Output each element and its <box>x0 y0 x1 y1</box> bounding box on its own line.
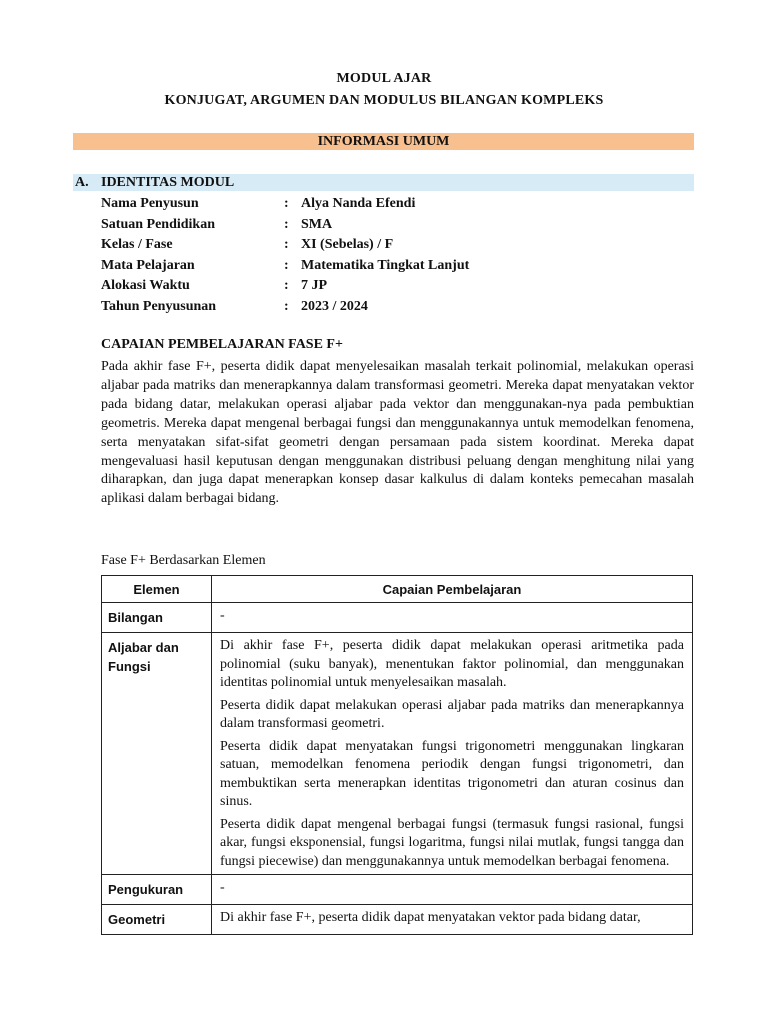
description-cell <box>212 875 693 905</box>
description-paragraph: - <box>220 880 225 895</box>
info-umum-header: INFORMASI UMUM <box>73 133 694 150</box>
description-cell <box>212 905 693 935</box>
identity-label: Satuan Pendidikan <box>101 216 215 232</box>
capaian-table <box>101 575 693 935</box>
capaian-paragraph: Pada akhir fase F+, peserta didik dapat menyelesaikan masalah terkait polinomial, melakukan operasi aljabar pada matriks dan menerapkannya dalam transformasi geometri. Mereka dapat menyatakan vektor pada bidang datar, melakukan operasi aljabar pada vektor dan menggunakan-nya pada pembuktian geometris. Mereka dapat mengenal berbagai fungsi dan menggunakannya untuk memodelkan fenomena, serta menyatakan sifat-sifat geometri dengan persamaan pada sistem koordinat. Mereka dapat mengevaluasi hasil keputusan dengan menggunakan distribusi peluang dengan menghitung nilai yang diharapkan, dan juga dapat menerapkan konsep dasar kalkulus di dalam konteks pemecahan masalah aplikasi dalam berbagai bidang. <box>101 359 694 507</box>
identity-value: SMA <box>301 216 333 232</box>
table-row <box>102 905 693 935</box>
element-cell: Aljabar dan Fungsi <box>102 633 212 875</box>
identity-row <box>101 256 701 277</box>
document-subtitle: KONJUGAT, ARGUMEN DAN MODULUS BILANGAN KOMPLEKS <box>164 93 604 108</box>
identity-colon: : <box>284 257 289 273</box>
identity-row <box>101 235 701 256</box>
identity-label: Nama Penyusun <box>101 196 199 211</box>
element-cell: Geometri <box>102 905 212 935</box>
identity-label: Alokasi Waktu <box>101 278 190 293</box>
section-title: IDENTITAS MODUL <box>101 175 235 190</box>
document-title: MODUL AJAR <box>336 71 432 86</box>
identity-label: Mata Pelajaran <box>101 257 195 273</box>
table-header-row <box>102 576 693 603</box>
identity-colon: : <box>284 216 289 232</box>
identity-colon: : <box>284 196 289 211</box>
column-header-capaian: Capaian Pembelajaran <box>212 576 693 603</box>
identity-label: Kelas / Fase <box>101 237 173 252</box>
identity-row <box>101 215 701 236</box>
identity-colon: : <box>284 278 289 293</box>
description-paragraph: Di akhir fase F+, peserta didik dapat melakukan operasi aritmetika pada polinomial (suku banyak), menentukan faktor polinomial, dan menggunakan identitas polinomial untuk menyelesaikan masalah. <box>220 638 684 690</box>
fase-label: Fase F+ Berdasarkan Elemen <box>101 553 266 568</box>
section-letter: A. <box>75 175 89 190</box>
identity-row <box>101 194 701 215</box>
description-paragraph: Di akhir fase F+, peserta didik dapat menyatakan vektor pada bidang datar, <box>220 910 641 925</box>
description-paragraph: - <box>220 608 225 623</box>
identity-value: Alya Nanda Efendi <box>301 196 416 211</box>
table-row <box>102 875 693 905</box>
description-cell <box>212 603 693 633</box>
element-cell: Pengukuran <box>102 875 212 905</box>
identity-list <box>101 194 701 317</box>
identity-value: Matematika Tingkat Lanjut <box>301 257 470 273</box>
section-header-identitas <box>73 174 694 191</box>
identity-value: 2023 / 2024 <box>301 298 368 314</box>
identity-colon: : <box>284 298 289 314</box>
table-row <box>102 633 693 875</box>
identity-colon: : <box>284 237 289 252</box>
identity-label: Tahun Penyusunan <box>101 298 217 314</box>
column-header-elemen: Elemen <box>102 576 212 603</box>
element-cell: Bilangan <box>102 603 212 633</box>
description-paragraph: Peserta didik dapat menyatakan fungsi trigonometri menggunakan lingkaran satuan, memodelkan fenomena periodik dengan fungsi trigonometri, dan membuktikan serta menerapkan identitas trigonometri dan aturan cosinus dan sinus. <box>220 738 684 809</box>
identity-row <box>101 297 701 318</box>
identity-value: XI (Sebelas) / F <box>301 237 394 252</box>
identity-row <box>101 276 701 297</box>
capaian-heading: CAPAIAN PEMBELAJARAN FASE F+ <box>101 337 343 352</box>
description-paragraph: Peserta didik dapat mengenal berbagai fungsi (termasuk fungsi rasional, fungsi akar, fungsi eksponensial, fungsi logaritma, fungsi nilai mutlak, fungsi tangga dan fungsi piecewise) dan menggunakannya untuk memodelkan berbagai fenomena. <box>220 816 684 869</box>
table-row <box>102 603 693 633</box>
description-cell <box>212 633 693 875</box>
identity-value: 7 JP <box>301 278 328 293</box>
description-paragraph: Peserta didik dapat melakukan operasi aljabar pada matriks dan menerapkannya dalam transformasi geometri. <box>220 697 684 731</box>
